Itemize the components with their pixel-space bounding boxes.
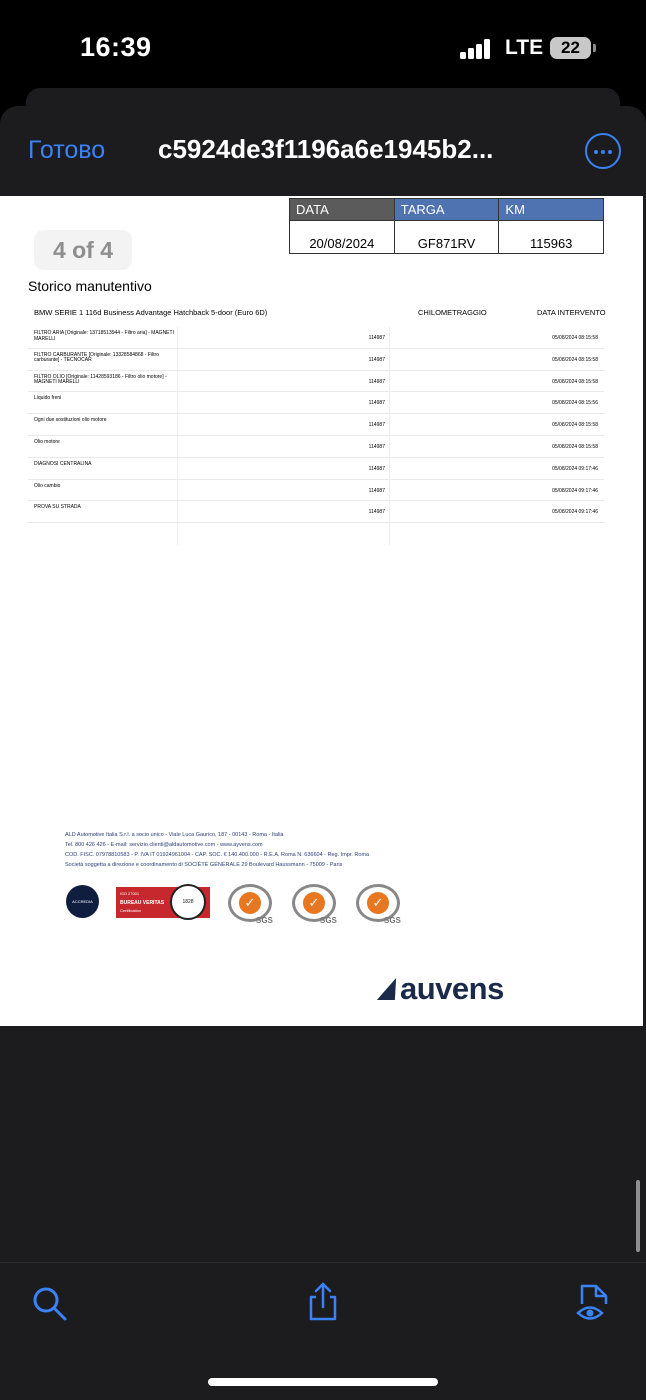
bv-seal: 1828 [170, 884, 206, 920]
table-row [28, 349, 604, 371]
table-row [28, 414, 604, 436]
row-date: 05/08/2024 09:17:46 [552, 487, 598, 494]
toolbar-divider [0, 1262, 646, 1263]
document-page[interactable] [0, 196, 643, 1026]
table-row [28, 392, 604, 414]
row-description: Olio motore [34, 438, 60, 445]
row-description: Ogni due sostituzioni olio motore [34, 417, 107, 424]
brand-wordmark: auvens [400, 971, 504, 1006]
header-data: DATA [290, 199, 395, 221]
document-title: c5924de3f1196a6e1945b2... [158, 134, 494, 164]
row-date: 05/08/2024 08:15:58 [552, 443, 598, 450]
bv-brand: BUREAU VERITAS [120, 900, 165, 906]
value-targa: GF871RV [394, 221, 499, 254]
bv-iso: ISO 27001 [120, 891, 140, 896]
battery-level: 22 [561, 38, 580, 57]
table-row [28, 480, 604, 502]
header-targa: TARGA [394, 199, 499, 221]
row-description: PROVA SU STRADA [34, 504, 81, 511]
row-date: 05/08/2024 09:17:46 [552, 465, 598, 472]
table-row [28, 458, 604, 480]
row-description: FILTRO ARIA [Originale: 13718513944 - Filtro aria] - MAGNETI MARELLI [34, 330, 174, 342]
company-info [65, 830, 369, 870]
section-title: Storico manutentivo [28, 278, 152, 294]
battery-nub [593, 44, 596, 52]
row-description: DIAGNOSI CENTRALINA [34, 460, 92, 467]
company-line: ALD Automotive Italia S.r.l. a socio unico - Viale Luca Gaurico, 187 - 00143 - Roma - Italia [65, 832, 284, 838]
row-description: Liquido freni [34, 395, 62, 402]
row-date: 05/08/2024 08:15:58 [552, 422, 598, 429]
maintenance-table [28, 327, 604, 545]
more-options-icon[interactable] [585, 133, 621, 169]
row-date: 05/08/2024 08:15:58 [552, 356, 598, 363]
row-description: Olio cambio [34, 482, 61, 489]
row-date: 05/08/2024 08:15:58 [552, 378, 598, 385]
row-km: 114987 [177, 349, 390, 371]
header-km: KM [499, 199, 604, 221]
vehicle-header-table [289, 198, 604, 254]
home-indicator[interactable] [208, 1378, 438, 1386]
sgs-logo: ✓ SGS [356, 884, 406, 926]
accredia-logo: ACCREDIA [66, 885, 99, 918]
share-icon[interactable] [303, 1282, 343, 1322]
row-km: 114987 [177, 436, 390, 458]
row-description: FILTRO CARBURANTE [Originale: 13328584868 - Filtro carburante] - TECNOCAR [34, 351, 159, 364]
row-km: 114987 [177, 458, 390, 480]
row-km: 114987 [177, 392, 390, 414]
sgs-label: SGS [256, 916, 273, 925]
status-time: 16:39 [80, 32, 152, 62]
bureau-veritas-logo [116, 887, 210, 918]
row-description: FILTRO OLIO [Originale: 11428593186 - Filtro olio motore] - MAGNETI MARELLI [34, 373, 167, 386]
sgs-logo: ✓ SGS [228, 884, 278, 926]
row-km: 114987 [177, 371, 390, 393]
document-eye-icon[interactable] [574, 1282, 614, 1322]
value-km: 115963 [499, 221, 604, 254]
table-row [28, 501, 604, 523]
row-km: 114987 [177, 414, 390, 436]
scroll-indicator[interactable] [636, 1180, 640, 1252]
column-header-km: CHILOMETRAGGIO [418, 308, 487, 317]
column-header-date: DATA INTERVENTO [537, 308, 606, 317]
network-type: LTE [505, 36, 544, 59]
table-row [28, 371, 604, 393]
company-line: COD. FISC. 07978810583 - P. IVA IT 01924961004 - CAP. SOC. € 140.400.000 - R.E.A. Roma N. 636604 - Reg. Impr. Roma [65, 852, 370, 858]
company-line: Tel. 800 426 426 - E-mail: servizio.clienti@aldautomotive.com - www.ayvens.com [65, 842, 263, 848]
row-km-empty [177, 523, 390, 545]
row-km: 114987 [177, 501, 390, 523]
row-date: 05/08/2024 08:15:58 [552, 335, 598, 341]
table-row-empty [28, 523, 604, 545]
status-bar [0, 0, 646, 96]
cellular-signal-icon [460, 39, 492, 59]
table-row [28, 327, 604, 349]
row-date: 05/08/2024 08:15:56 [552, 400, 598, 407]
row-km: 114987 [177, 480, 390, 502]
sgs-label: SGS [320, 916, 337, 925]
search-icon[interactable] [30, 1282, 70, 1322]
row-km: 114987 [177, 327, 390, 349]
table-row [28, 436, 604, 458]
value-data: 20/08/2024 [290, 221, 395, 254]
company-line: Società soggetta a direzione e coordinamento di SOCIÉTÉ GÉNÉRALE 29 Boulevard Haussmann - 75009 - Paris [65, 862, 343, 868]
page-indicator: 4 of 4 [34, 230, 132, 270]
bv-cert: Certification [120, 908, 142, 913]
vehicle-model: BMW SERIE 1 116d Business Advantage Hatchback 5-door (Euro 6D) [34, 308, 268, 317]
done-button[interactable]: Готово [28, 136, 106, 164]
sgs-logo: ✓ SGS [292, 884, 342, 926]
row-date: 05/08/2024 09:17:46 [552, 509, 598, 516]
sgs-label: SGS [384, 916, 401, 925]
